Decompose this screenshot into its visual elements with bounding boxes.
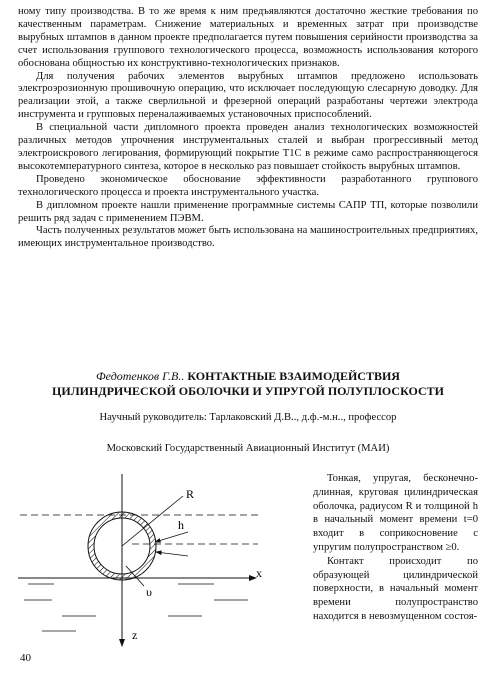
title-line-1 bbox=[18, 369, 478, 384]
paragraph-6: Часть полученных результатов может быть использована на машиностроительных предприятиях, имеющих инструментальное производство. bbox=[18, 225, 478, 250]
author: Федотенков Г.В.. bbox=[96, 369, 185, 383]
label-R: R bbox=[186, 487, 195, 501]
paragraph-5: В дипломном проекте нашли применение программные системы САПР ТП, которые позволили решить ряд задач с применением ПЭВМ. bbox=[18, 199, 478, 224]
page-number: 40 bbox=[20, 652, 31, 664]
right-column-text bbox=[313, 472, 478, 624]
thickness-arrow-1 bbox=[155, 532, 188, 542]
label-h: h bbox=[178, 518, 184, 532]
right-paragraph-2: Контакт происходит по образующей цилиндрической поверхности, в начальный момент времени полупространство находится в невозмущенном состоя- bbox=[313, 555, 478, 622]
article-title bbox=[18, 369, 478, 399]
institution: Московский Государственный Авиационный Институт (МАИ) bbox=[106, 443, 390, 454]
paragraph-1: ному типу производства. В то же время к ним предъявляются достаточно жесткие требования по качественным параметрам. Снижение материальных и временных затрат при производстве вырубных штампов в данном проекте предполагается путем повышения серийности производства за счет использования группового технологического процесса, возможность использования которого обоснована общностью их конструктивно-технологических признаков. bbox=[18, 6, 478, 69]
label-v: υ bbox=[146, 585, 152, 599]
supervisor: Научный руководитель: Тарлаковский Д.В.., д.ф.-м.н.., профессор bbox=[99, 412, 397, 423]
title-part-1: КОНТАКТНЫЕ ВЗАИМОДЕЙСТВИЯ bbox=[187, 369, 400, 383]
shell-figure bbox=[18, 466, 308, 648]
label-z: z bbox=[132, 628, 138, 642]
right-paragraph-1: Тонкая, упругая, бесконечно-длинная, круговая цилиндрическая оболочка, радиусом R и толщиной h в начальный момент времени t=0 входит в соприкосновение с упругим полупространством ≥0. bbox=[313, 473, 478, 553]
title-line-2: ЦИЛИНДРИЧЕСКОЙ ОБОЛОЧКИ И УПРУГОЙ ПОЛУПЛОСКОСТИ bbox=[52, 384, 444, 398]
label-x: x bbox=[256, 566, 262, 580]
thickness-arrow-2 bbox=[156, 552, 188, 556]
paragraph-4: Проведено экономическое обоснование эффективности разработанного группового технологического процесса и проекта инструментального участка. bbox=[18, 173, 478, 198]
paragraph-2: Для получения рабочих элементов вырубных штампов предложено использовать электроэрозионную прошивочную операцию, что исключает последующую слесарную доводку. Для реализации этой, а также сверлильной и фрезерной операций разработаны чертежи электрода инструмента и групповых переналаживаемых установочных приспособлений. bbox=[18, 70, 478, 121]
body-text bbox=[18, 6, 478, 251]
paragraph-3: В специальной части дипломного проекта проведен анализ технологических возможностей различных методов упрочнения инструментальных сталей и выбран прогрессивный метод электроискрового легирования, формирующий покрытие Т1С в режиме само распространяющегося высокотемпературного синтеза, которое в несколько раз повышает стойкость вырубных штампов. bbox=[18, 122, 478, 172]
